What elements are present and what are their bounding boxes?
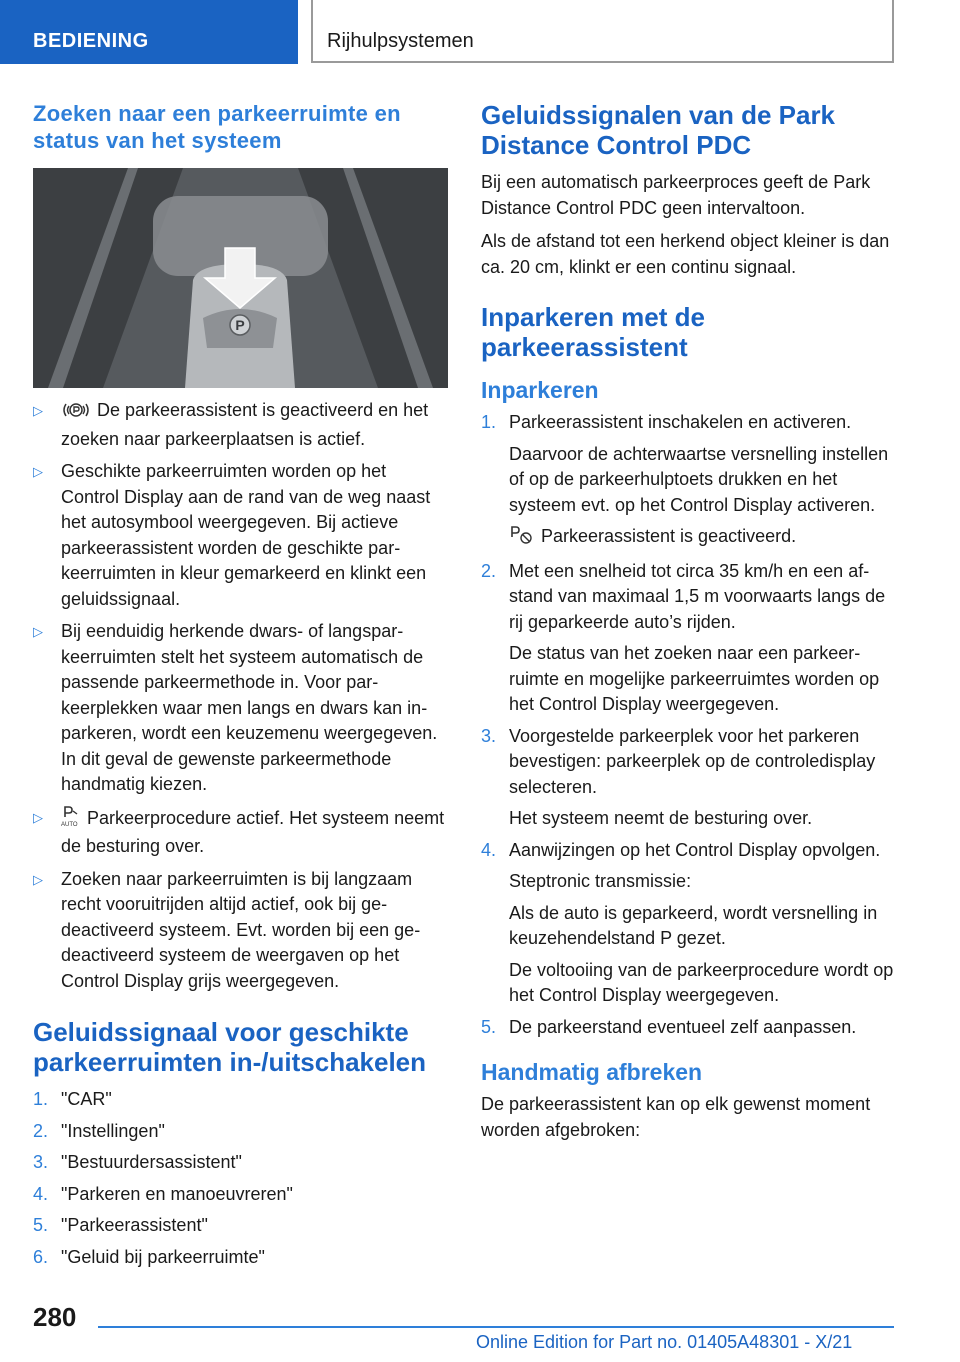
list-item: 5. De parkeerstand eventueel zelf aanpassen.	[481, 1016, 857, 1037]
list-item: 3. "Bestuurdersassistent"	[33, 1152, 242, 1172]
list-item: 1. "CAR"	[33, 1089, 112, 1109]
parking-display-figure	[33, 168, 448, 388]
parking-assistant-icon	[509, 525, 535, 553]
paragraph: Bij een automatisch parkeerproces geeft de Park Distance Control PDC geen intervaltoon.	[481, 172, 871, 218]
list-item: 2. Met een snelheid tot circa 35 km/h en een afstand van maximaal 1,5 m voorwaarts langs de rij geparkeerde auto’s rijden. De status van het zoeken naar een parkeerruimte en mogelijke parkeerruimtes worden op het Control Display weergegeven.	[481, 560, 886, 714]
parking-auto-icon	[61, 805, 81, 835]
left-column	[33, 100, 448, 1276]
section-tab	[0, 0, 298, 64]
chapter-tab	[311, 0, 894, 63]
svg-text:AUTO: AUTO	[61, 821, 78, 827]
list-item: ▷ De parkeerassistent is geactiveerd en het zoeken naar parkeerplaatsen is actief.	[33, 400, 429, 449]
list-item: ▷ AUTO Parkeerprocedure actief. Het systeem neemt de besturing over.	[33, 805, 448, 860]
paragraph: Als de afstand tot een herkend object kleiner is dan ca. 20 cm, klinkt er een continu signaal.	[481, 231, 890, 277]
heading-sound-signal: Geluidssignaal voor geschikte parkeerruimten in-/uitschakelen	[33, 1017, 427, 1077]
right-column	[481, 100, 896, 1151]
list-item: 2. "Instellingen"	[33, 1120, 165, 1141]
parking-p-letter: P	[235, 317, 245, 333]
list-item: 6. "Geluid bij parkeerruimte"	[33, 1246, 265, 1267]
footer-divider	[98, 1326, 894, 1328]
list-item: 1. Parkeerassistent inschakelen en activeren. Daarvoor de achterwaartse versnelling instellen of op de parkeerhulptoets drukken en het systeem evt. op het Control Display activeren. Parkeerassistent is geactiveerd.	[481, 410, 896, 553]
heading-park-with-assistant: Inparkeren met de parkeerassistent	[481, 302, 705, 362]
list-item: 3. Voorgestelde parkeerplek voor het parkeren bevestigen: parkeerplek op de controledisplay selecteren. Het systeem neemt de besturing over.	[481, 725, 876, 828]
list-item: ▷ Bij eenduidig herkende dwars- of langsparkeerruimten stelt het systeem automatisch de passende parkeermethode in. Voor parkeerplekken waar men langs en dwars kan inparkeren, wordt een keuzemenu weergegeven. In dit geval de gewenste parkeermethode handmatig kiezen.	[33, 621, 438, 794]
list-item: ▷ Zoeken naar parkeerruimten is bij langzaam recht vooruitrijden altijd actief, ook bij gedeactiveerd systeem. Evt. worden bij een gedeactiveerd systeem de weergaven op het Control Display grijs weergegeven.	[33, 868, 421, 991]
heading-search-status: Zoeken naar een parkeerruimte en status van het systeem	[33, 101, 401, 153]
heading-inparkeren: Inparkeren	[481, 377, 599, 403]
list-item: 5. "Parkeerassistent"	[33, 1215, 208, 1235]
paragraph: De parkeerassistent kan op elk gewenst moment worden afgebroken:	[481, 1094, 871, 1140]
status-list	[33, 398, 448, 994]
page-number: 280	[33, 1302, 77, 1332]
parking-assistant-active-icon	[61, 401, 91, 427]
list-item: ▷ Geschikte parkeerruimten worden op het Control Display aan de rand van de weg naast het autosymbool weergegeven. Bij actieve parkeerassistent worden de geschikte parkeerruimten in kleur gemarkeerd en klinkt een geluidssignaal.	[33, 461, 431, 609]
section-label: BEDIENING	[33, 30, 149, 52]
parking-display-illustration	[33, 168, 448, 388]
heading-manual-abort: Handmatig afbreken	[481, 1059, 703, 1085]
heading-pdc-signals: Geluidssignalen van de Park Distance Control PDC	[481, 100, 836, 160]
list-item: 4. Aanwijzingen op het Control Display opvolgen. Steptronic transmissie: Als de auto is geparkeerd, wordt versnelling in keuzehendelstand P gezet. De voltooiing van de parkeerprocedure wordt op het Control Display weergegeven.	[481, 839, 894, 1005]
parking-steps-list	[481, 410, 896, 1040]
chapter-label: Rijhulpsystemen	[327, 30, 474, 52]
list-item: 4. "Parkeren en manoeuvreren"	[33, 1183, 293, 1204]
menu-path-list	[33, 1087, 448, 1270]
footer-edition: Online Edition for Part no. 01405A48301 - X/21	[476, 1332, 853, 1352]
